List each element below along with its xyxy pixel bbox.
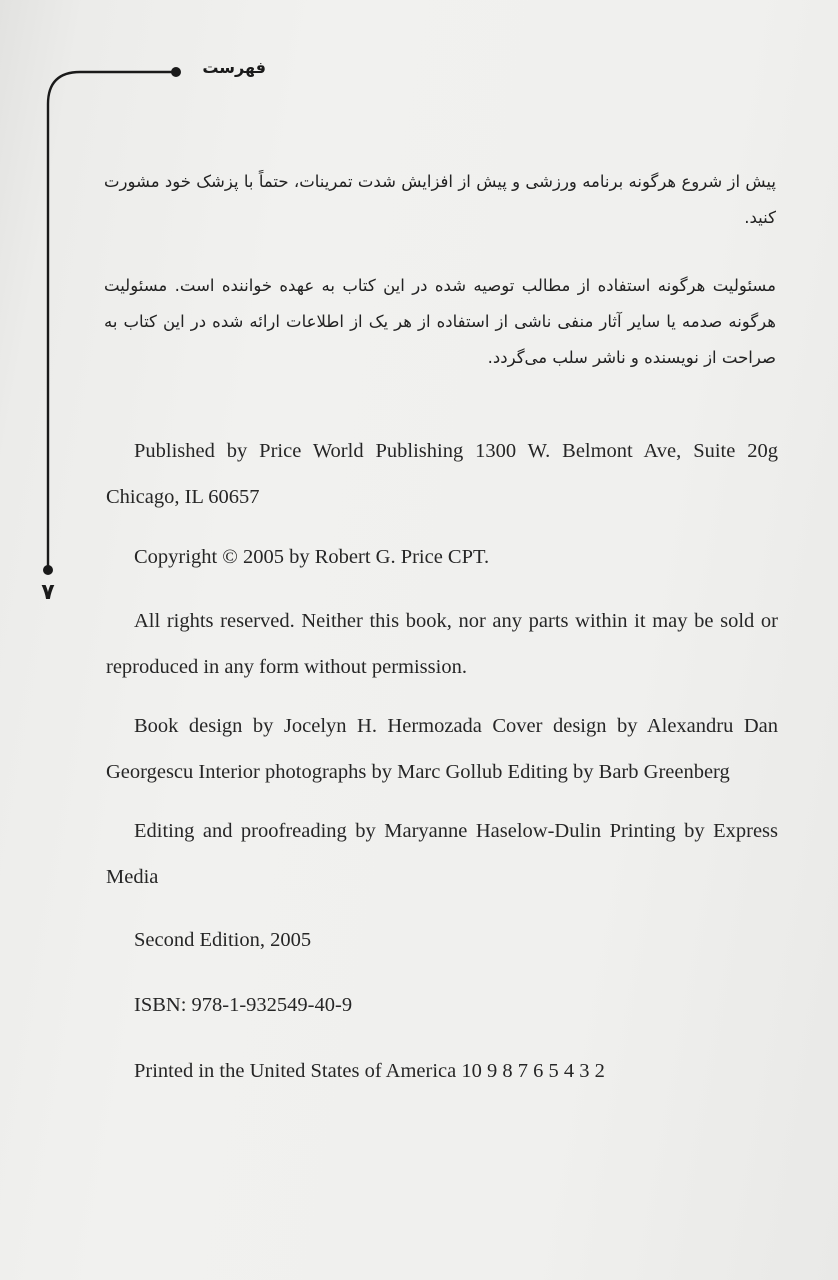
editing-credits-text: Editing and proofreading by Maryanne Haselow-Dulin Printing by Express Media — [106, 820, 778, 888]
rights-paragraph — [106, 598, 778, 690]
isbn-text: ISBN: 978-1-932549-40-9 — [134, 994, 353, 1016]
edition-text: Second Edition, 2005 — [134, 929, 312, 951]
editing-credits-paragraph — [106, 808, 778, 900]
copyright-text: Copyright © 2005 by Robert G. Price CPT. — [134, 546, 490, 568]
copyright-paragraph — [106, 534, 778, 580]
isbn-paragraph — [106, 982, 778, 1028]
edition-paragraph — [106, 917, 778, 963]
printed-text: Printed in the United States of America 10 9 8 7 6 5 4 3 2 — [134, 1060, 605, 1082]
publisher-text: Published by Price World Publishing 1300 W. Belmont Ave, Suite 20g Chicago, IL 60657 — [106, 440, 778, 508]
printed-paragraph — [106, 1048, 778, 1094]
design-credits-paragraph — [106, 703, 778, 795]
design-credits-text: Book design by Jocelyn H. Hermozada Cover design by Alexandru Dan Georgescu Interior photographs by Marc Gollub Editing by Barb Greenberg — [106, 715, 778, 783]
publisher-paragraph — [106, 428, 778, 520]
toc-dot-top — [171, 67, 181, 77]
liability-disclaimer-paragraph: مسئولیت هرگونه استفاده از مطالب توصیه شده در این کتاب به عهده خواننده است. مسئولیت هرگونه صدمه یا سایر آثار منفی ناشی از استفاده از هر یک از اطلاعات ارائه شده در این کتاب به صراحت از نویسنده و ناشر سلب می‌گردد. — [104, 276, 776, 367]
toc-dot-bottom — [43, 565, 53, 575]
toc-link[interactable]: فهرست — [202, 58, 266, 77]
page-number: ۷ — [41, 580, 55, 605]
rights-text: All rights reserved. Neither this book, nor any parts within it may be sold or reproduced in any form without permission. — [106, 610, 778, 678]
health-disclaimer-paragraph: پیش از شروع هرگونه برنامه ورزشی و پیش از افزایش شدت تمرینات، حتماً با پزشک خود مشورت کنید. — [104, 172, 776, 227]
